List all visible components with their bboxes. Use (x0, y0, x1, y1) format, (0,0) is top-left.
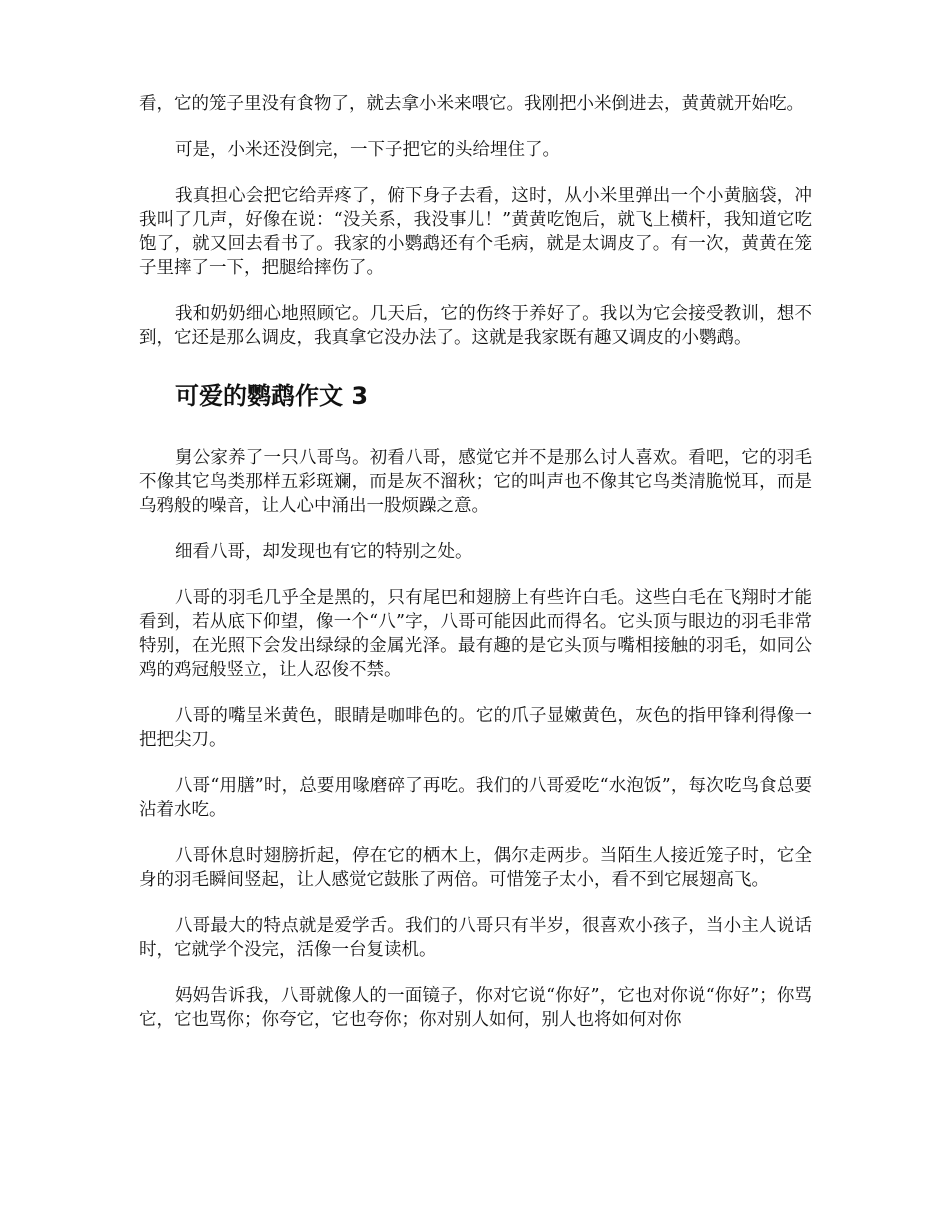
paragraph: 我和奶奶细心地照顾它。几天后，它的伤终于养好了。我以为它会接受教训，想不到，它还是那么调皮，我真拿它没办法了。这就是我家既有趣又调皮的小鹦鹉。 (139, 304, 812, 348)
section-heading: 可爱的鹦鹉作文 3 (175, 382, 369, 410)
paragraph: 八哥的羽毛几乎全是黑的，只有尾巴和翅膀上有些许白毛。这些白毛在飞翔时才能看到，若从底下仰望，像一个“八”字，八哥可能因此而得名。它头顶与眼边的羽毛非常特别，在光照下会发出绿绿的金属光泽。最有趣的是它头顶与嘴相接触的羽毛，如同公鸡的鸡冠般竖立，让人忍俊不禁。 (139, 588, 812, 680)
paragraph: 细看八哥，却发现也有它的特别之处。 (175, 542, 473, 562)
paragraph: 八哥“用膳”时，总要用喙磨碎了再吃。我们的八哥爱吃“水泡饭”，每次吃鸟食总要沾着水吃。 (139, 776, 812, 820)
paragraph: 我真担心会把它给弄疼了，俯下身子去看，这时，从小米里弹出一个小黄脑袋，冲我叫了几声，好像在说：“没关系，我没事儿！”黄黄吃饱后，就飞上横杆，我知道它吃饱了，就又回去看书了。我家的小鹦鹉还有个毛病，就是太调皮了。有一次，黄黄在笼子里摔了一下，把腿给摔伤了。 (139, 186, 812, 278)
paragraph-continuation: 看，它的笼子里没有食物了，就去拿小米来喂它。我刚把小米倒进去，黄黄就开始吃。 (139, 94, 804, 114)
paragraph: 八哥最大的特点就是爱学舌。我们的八哥只有半岁，很喜欢小孩子，当小主人说话时，它就学个没完，活像一台复读机。 (139, 916, 812, 960)
paragraph: 八哥休息时翅膀折起，停在它的栖木上，偶尔走两步。当陌生人接近笼子时，它全身的羽毛瞬间竖起，让人感觉它鼓胀了两倍。可惜笼子太小，看不到它展翅高飞。 (139, 846, 812, 890)
document-page (139, 92, 812, 1032)
paragraph: 可是，小米还没倒完，一下子把它的头给埋住了。 (175, 140, 560, 160)
paragraph: 舅公家养了一只八哥鸟。初看八哥，感觉它并不是那么讨人喜欢。看吧，它的羽毛不像其它鸟类那样五彩斑斓，而是灰不溜秋；它的叫声也不像其它鸟类清脆悦耳，而是乌鸦般的噪音，让人心中涌出一股烦躁之意。 (139, 448, 812, 516)
paragraph: 妈妈告诉我，八哥就像人的一面镜子，你对它说“你好”，它也对你说“你好”；你骂它，它也骂你；你夸它，它也夸你；你对别人如何，别人也将如何对你 (139, 986, 812, 1030)
paragraph: 八哥的嘴呈米黄色，眼睛是咖啡色的。它的爪子显嫩黄色，灰色的指甲锋利得像一把把尖刀。 (139, 706, 812, 750)
